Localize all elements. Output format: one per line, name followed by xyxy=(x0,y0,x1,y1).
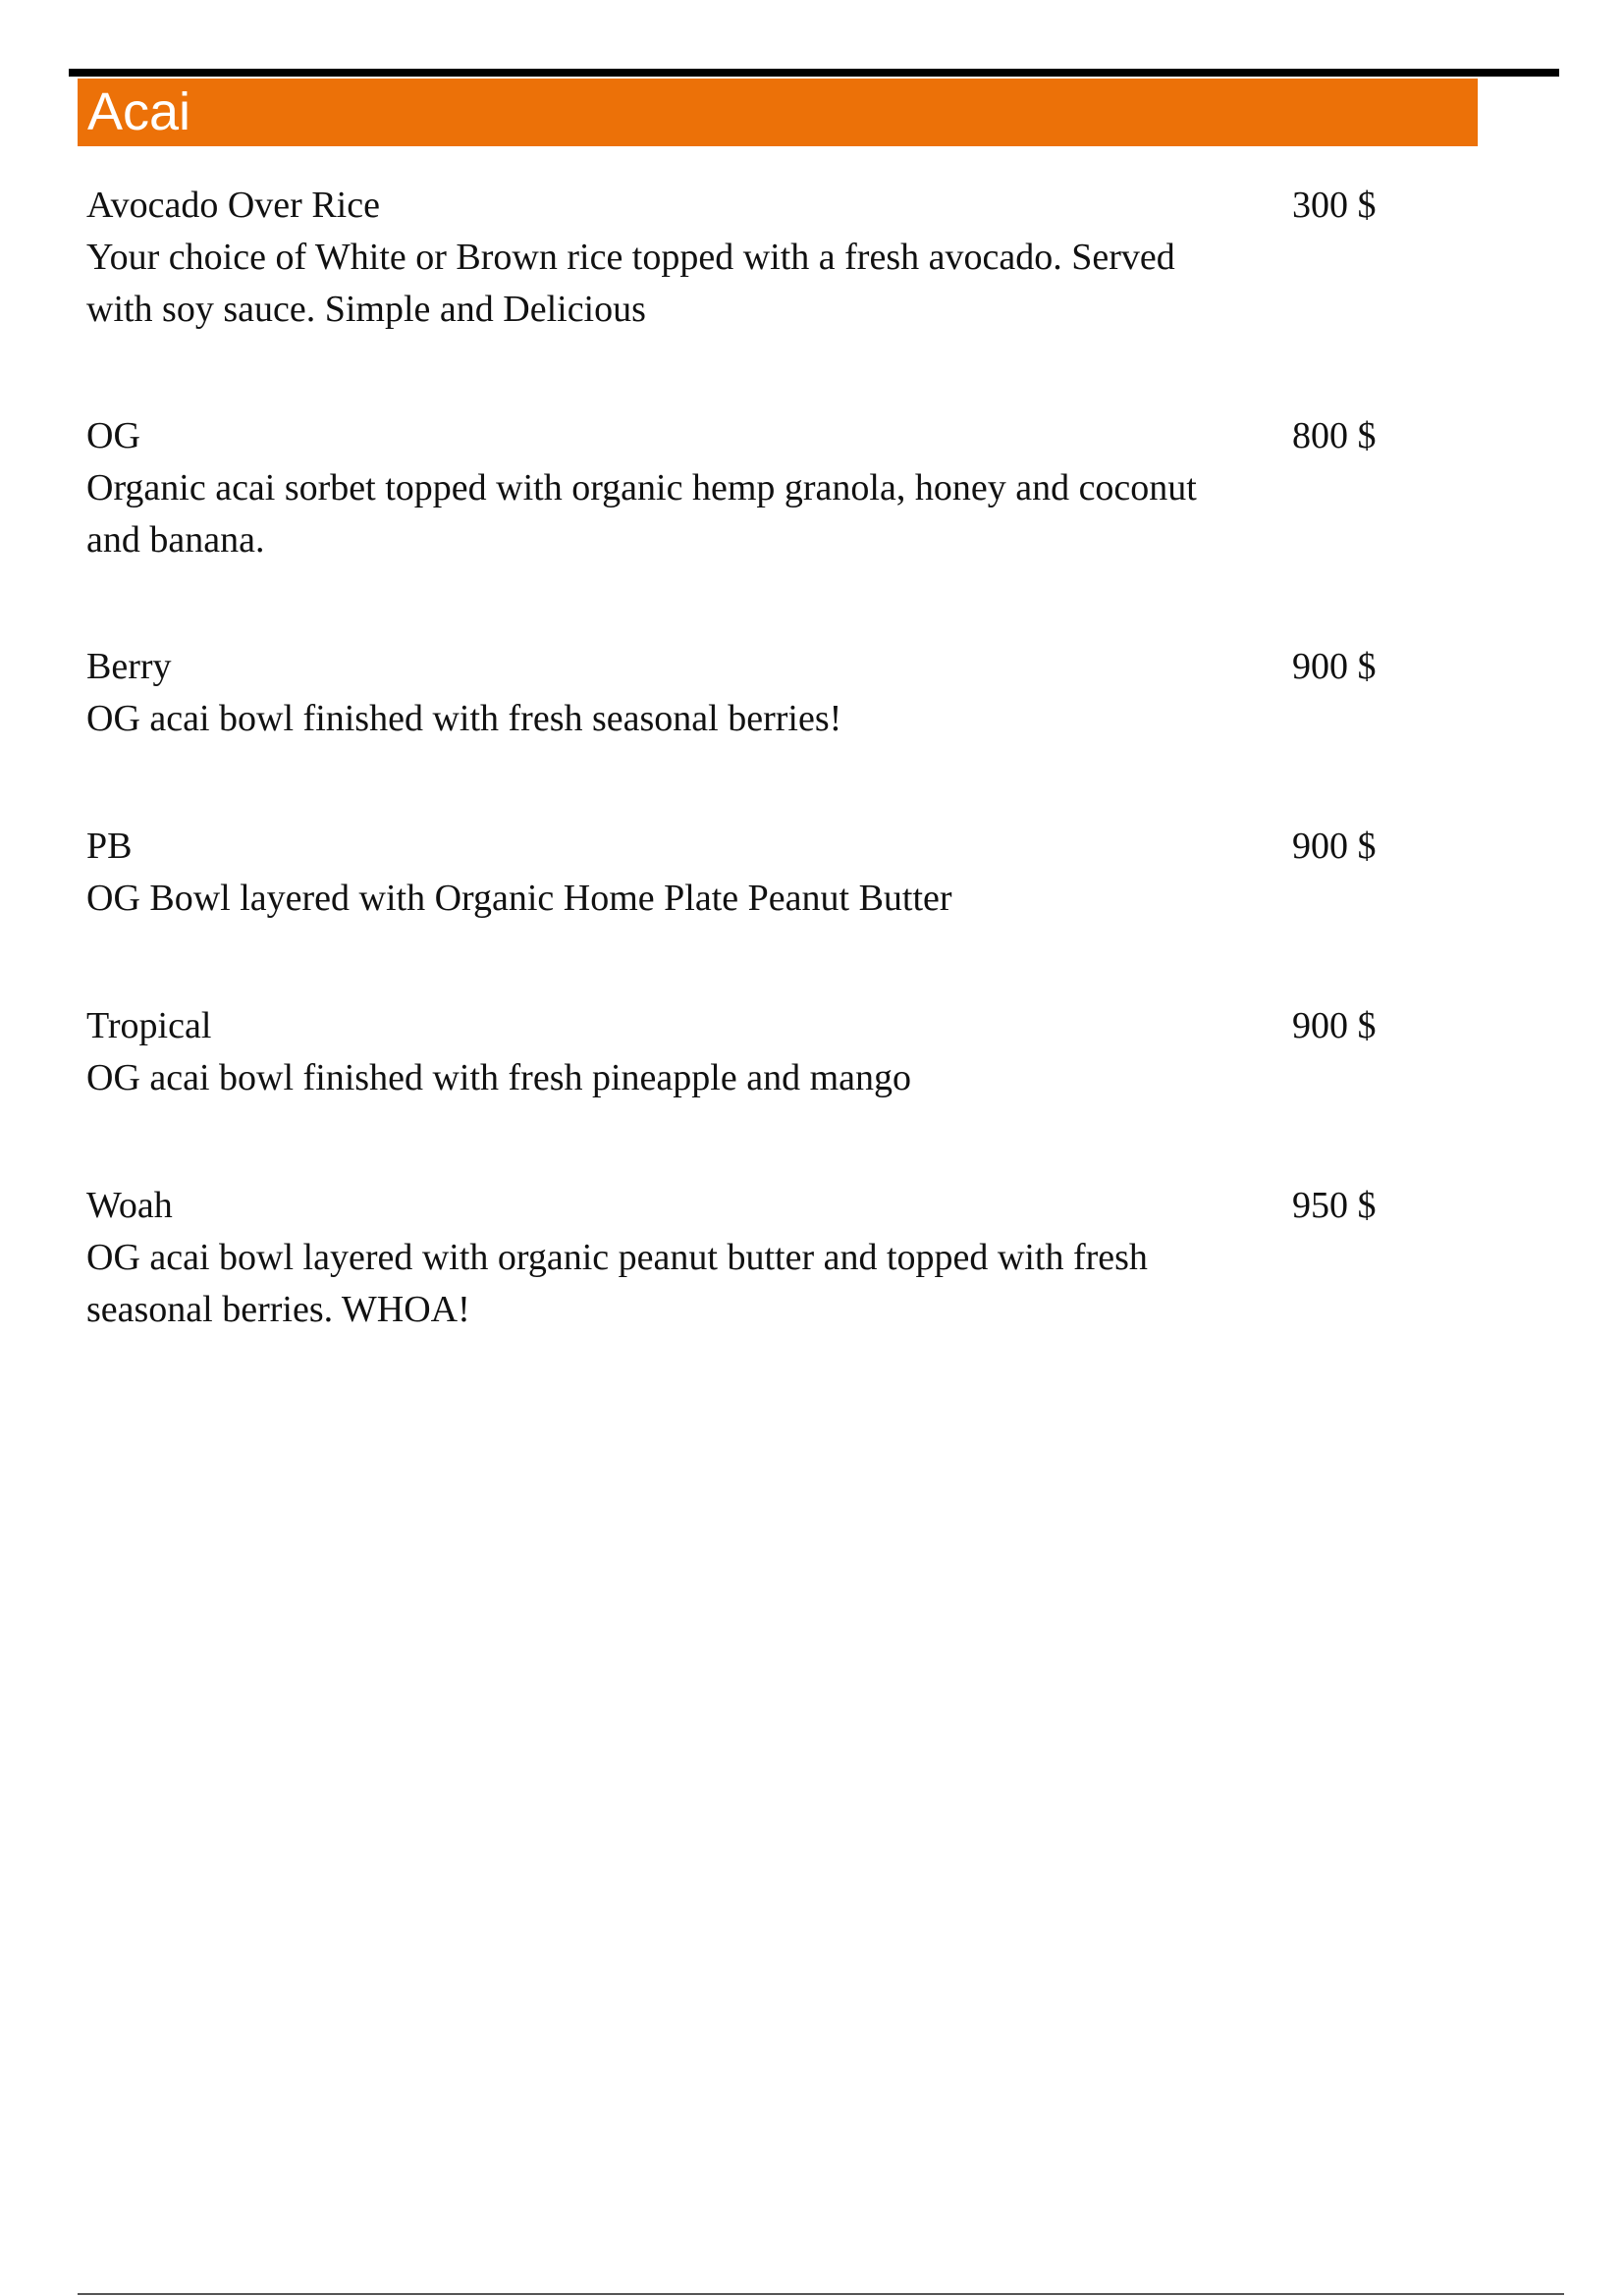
item-name: Avocado Over Rice xyxy=(86,185,380,226)
item-description: OG acai bowl finished with fresh pineapple and mango xyxy=(86,1057,911,1098)
item-description: OG acai bowl layered with organic peanut butter and topped with fresh seasonal berries. WHOA! xyxy=(86,1237,1148,1330)
item-price: 800 $ xyxy=(1292,415,1377,456)
item-price: 900 $ xyxy=(1292,1005,1377,1046)
section-title: Acai xyxy=(87,82,191,141)
item-name: Woah xyxy=(86,1185,173,1226)
top-rule xyxy=(69,69,1559,77)
item-name: PB xyxy=(86,826,133,867)
item-description: Organic acai sorbet topped with organic hemp granola, honey and coconut and banana. xyxy=(86,467,1197,561)
item-name: Tropical xyxy=(86,1005,212,1046)
item-price: 900 $ xyxy=(1292,826,1377,867)
item-name: Berry xyxy=(86,646,172,687)
item-price: 900 $ xyxy=(1292,646,1377,687)
item-name: OG xyxy=(86,415,140,456)
item-price: 300 $ xyxy=(1292,185,1377,226)
item-description: OG acai bowl finished with fresh seasonal berries! xyxy=(86,698,842,739)
section-header xyxy=(78,79,1478,146)
item-description: OG Bowl layered with Organic Home Plate Peanut Butter xyxy=(86,878,952,919)
bottom-rule xyxy=(78,2293,1564,2295)
item-description: Your choice of White or Brown rice topped with a fresh avocado. Served with soy sauce. Simple and Delicious xyxy=(86,237,1175,330)
item-price: 950 $ xyxy=(1292,1185,1377,1226)
